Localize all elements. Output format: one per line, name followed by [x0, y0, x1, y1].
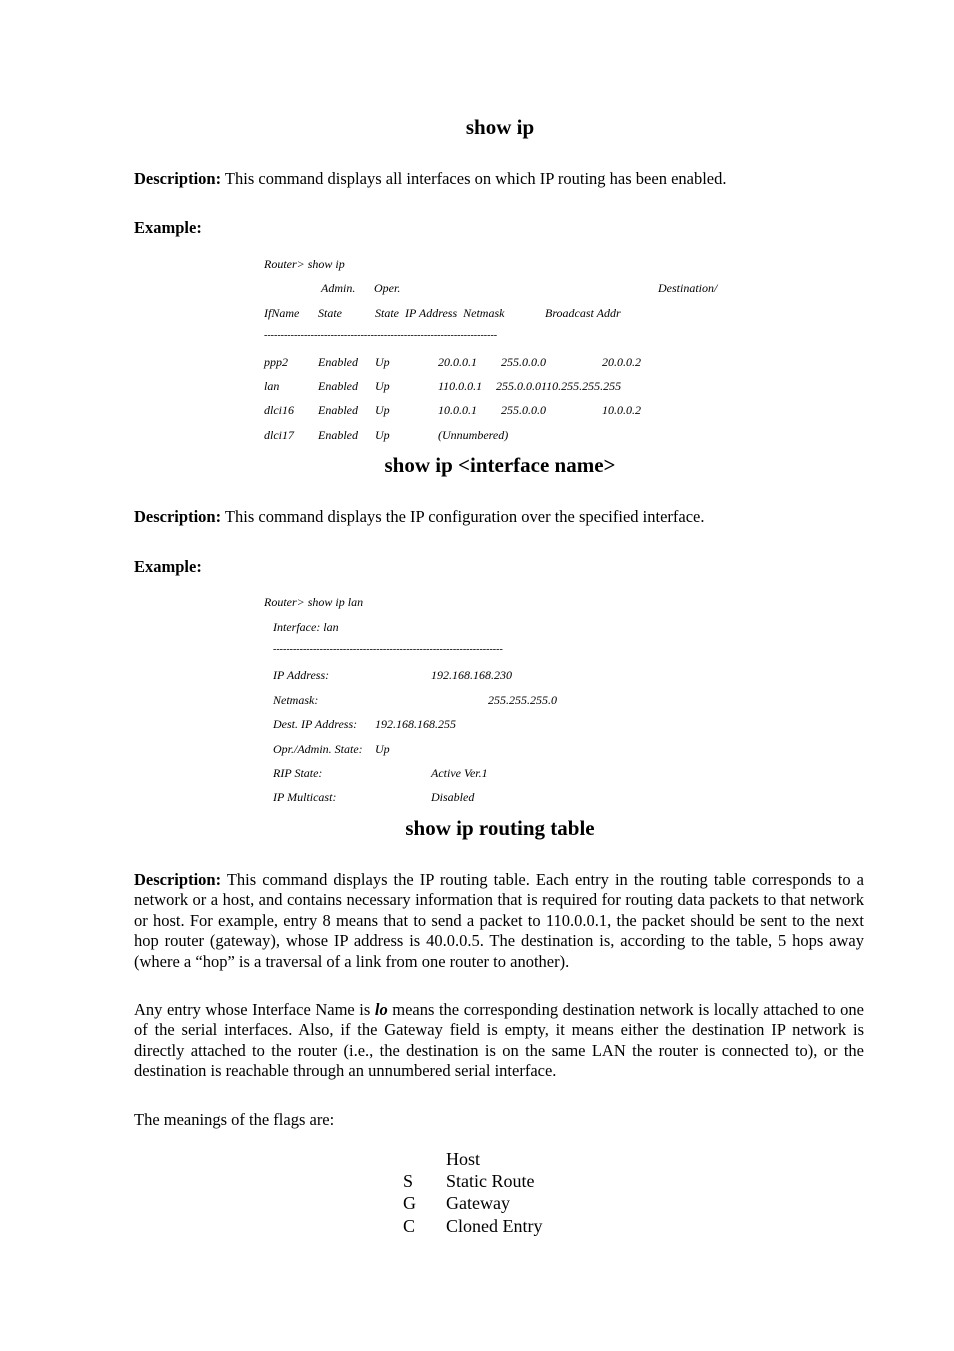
header-admin: Admin.: [321, 281, 356, 295]
flag-meaning: Host: [446, 1149, 481, 1169]
section-title-show-ip-interface: show ip <interface name>: [384, 453, 616, 477]
header-destination: Destination/: [658, 281, 718, 295]
separator-line: ----------------------------------------------------------------------: [264, 330, 498, 341]
ip-address-label: IP Address:: [273, 668, 330, 682]
table-row: ppp2: [264, 355, 288, 369]
description-text: This command displays all interfaces on which IP routing has been enabled.: [221, 169, 727, 188]
flag-meaning: Gateway: [446, 1193, 510, 1213]
row-admin: Enabled: [318, 403, 358, 417]
row-admin: Enabled: [318, 428, 358, 442]
row-oper: Up: [375, 403, 390, 417]
flag-code: C: [403, 1216, 416, 1236]
lo-term: lo: [374, 1000, 388, 1019]
description-label: Description:: [134, 507, 222, 526]
row-bcast: 20.0.0.2: [602, 355, 641, 369]
prompt-line: Router> show ip lan: [264, 595, 364, 609]
row-ip: 110.0.0.1: [438, 379, 483, 393]
ip-address-value: 192.168.168.230: [431, 668, 512, 682]
row-oper: Up: [375, 379, 390, 393]
header-broadcast: Broadcast Addr: [545, 306, 621, 320]
example-label: Example:: [134, 557, 202, 576]
description-label: Description:: [134, 870, 222, 889]
separator-line: ---------------------------------------------------------------------: [273, 644, 503, 655]
row-mask: 255.0.0.0: [501, 403, 546, 417]
header-state-ip-netmask: State IP Address Netmask: [375, 306, 505, 320]
row-ip: 10.0.0.1: [438, 403, 477, 417]
dest-ip-value: 192.168.168.255: [375, 717, 456, 731]
flag-code: G: [403, 1193, 416, 1213]
header-oper: Oper.: [374, 281, 401, 295]
header-state: State: [318, 306, 342, 320]
row-mask: 255.0.0.0: [501, 355, 546, 369]
row-oper: Up: [375, 428, 390, 442]
header-ifname: IfName: [264, 306, 300, 320]
example-label: Example:: [134, 218, 202, 237]
section-title-routing-table: show ip routing table: [405, 816, 595, 840]
prompt-line: Router> show ip: [264, 257, 345, 271]
flag-meaning: Static Route: [446, 1171, 535, 1191]
paragraph-lo-interface: Any entry whose Interface Name is lo means the corresponding destination network is locally attached to one of the serial interfaces. Also, if the Gateway field is empty, it means either the destination IP network is directly attached to the router (i.e., the destination is on the same LAN the router is connected to), or the destination is reachable through an unnumbered serial interface.: [134, 1000, 864, 1081]
section-title-show-ip: show ip: [465, 115, 535, 139]
rip-state-value: Active Ver.1: [431, 766, 488, 780]
dest-ip-label: Dest. IP Address:: [273, 717, 358, 731]
state-value: Up: [375, 742, 390, 756]
row-admin: Enabled: [318, 379, 358, 393]
table-row: lan: [264, 379, 280, 393]
table-row: dlci16: [264, 403, 294, 417]
description-text: This command displays the IP routing table. Each entry in the routing table corresponds to a network or a host, and contains necessary information that is required for routing data packets to that network or host. For example, entry 8 means that to send a packet to 110.0.0.1, the packet should be sent to the next hop router (gateway), whose IP address is 40.0.0.5. The destination is, according to the table, 5 hops away (where a “hop” is a traversal of a link from one router to another).: [134, 870, 864, 971]
row-ip: (Unnumbered): [438, 428, 509, 442]
netmask-value: 255.255.255.0: [488, 693, 557, 707]
row-ip: 20.0.0.1: [438, 355, 477, 369]
state-label: Opr./Admin. State:: [273, 742, 363, 756]
description-label: Description:: [134, 169, 222, 188]
table-row: dlci17: [264, 428, 294, 442]
row-oper: Up: [375, 355, 390, 369]
netmask-label: Netmask:: [273, 693, 319, 707]
description-show-ip: [134, 169, 864, 189]
row-admin: Enabled: [318, 355, 358, 369]
multicast-label: IP Multicast:: [273, 790, 337, 804]
interface-line: Interface: lan: [273, 620, 339, 634]
row-mask: 255.0.0.0110.255.255.255: [496, 379, 622, 393]
flag-code: S: [403, 1171, 414, 1191]
description-show-ip-interface: [134, 507, 864, 527]
flag-meaning: Cloned Entry: [446, 1216, 543, 1236]
row-bcast: 10.0.0.2: [602, 403, 641, 417]
flags-intro: The meanings of the flags are:: [134, 1110, 335, 1129]
rip-state-label: RIP State:: [273, 766, 323, 780]
description-routing-table: [134, 870, 864, 972]
description-text: This command displays the IP configuration over the specified interface.: [221, 507, 705, 526]
multicast-value: Disabled: [431, 790, 475, 804]
